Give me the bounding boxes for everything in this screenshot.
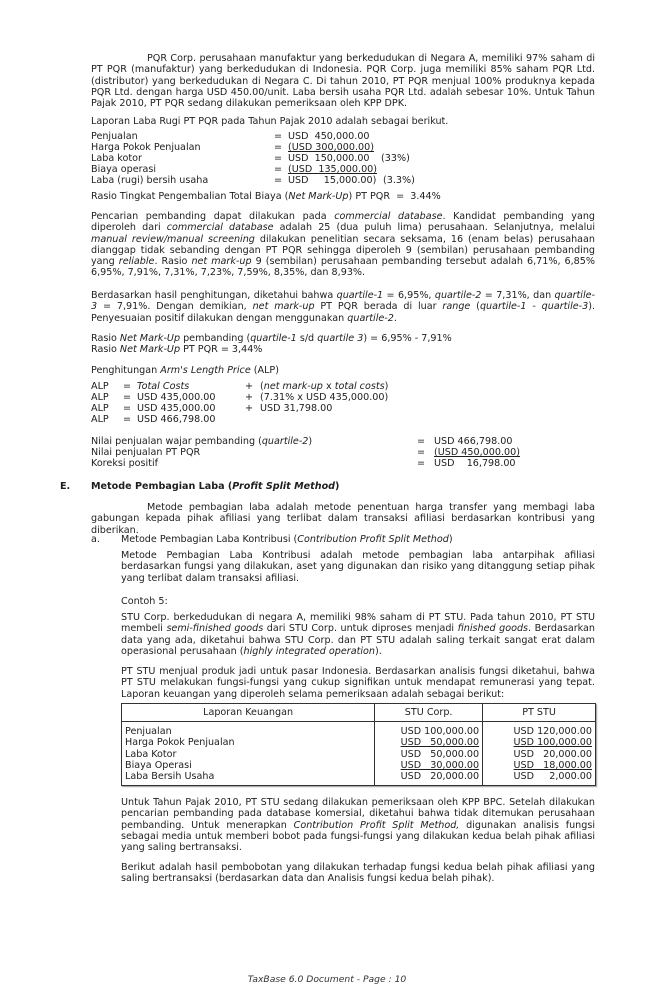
income-note: (33%) bbox=[381, 153, 410, 164]
after-table-paragraph-1: Untuk Tahun Pajak 2010, PT STU sedang dilakukan pemeriksaan oleh KPP BPC. Setelah dilakukan pencarian pembanding pada database komersial, diketahui bahwa tidak ditemukan perusahaan pembanding. Untuk menerapkan Contribution Profit Split Method, digunakan analisis fungsi sebagai media untuk memberi bobot pada fungsi-fungsi yang dilakukan kedua belah pihak afiliasi yang saling bertransaksi. bbox=[121, 797, 595, 854]
equals-sign: = bbox=[274, 131, 283, 142]
income-label: Laba (rugi) bersih usaha bbox=[91, 175, 209, 186]
comparable-ratio-line: Rasio Net Mark-Up pembanding (quartile-1 s/d quartile 3) = 6,95% - 7,91% bbox=[91, 333, 452, 344]
section-title: Metode Pembagian Laba (Profit Split Method) bbox=[91, 481, 340, 492]
equals-sign: = bbox=[274, 153, 283, 164]
example-label: Contoh 5: bbox=[121, 596, 168, 607]
label-cell: Penjualan Harga Pokok Penjualan Laba Kotor Biaya Operasi Laba Bersih Usaha bbox=[122, 722, 375, 786]
column-header: PT STU bbox=[483, 704, 596, 722]
income-note: (3.3%) bbox=[383, 175, 415, 186]
comparable-search-paragraph: Pencarian pembanding dapat dilakukan pada commercial database. Kandidat pembanding yang diperoleh dari commercial database adalah 25 (dua puluh lima) perusahaan. Selanjutnya, melalui manual review/manual screening dilakukan penelitian secara seksama, 16 (enam belas) perusahaan dianggap tidak sebanding dengan PT PQR sehingga diperoleh 9 (sembilan) perusahaan pembanding yang reliable. Rasio net mark-up 9 (sembilan) perusahaan pembanding tersebut adalah 6,71%, 6,85% 6,95%, 7,91%, 7,31%, 7,23%, 7,59%, 8,35%, dan 8,93%. bbox=[91, 211, 596, 279]
column-header: STU Corp. bbox=[375, 704, 483, 722]
section-e-paragraph: Metode pembagian laba adalah metode penentuan harga transfer yang membagi laba gabungan kepada pihak afiliasi yang terlibat dalam transaksi afiliasi berdasarkan kontribusi yang diberikan. bbox=[91, 502, 595, 536]
subsection-paragraph: Metode Pembagian Laba Kontribusi adalah metode pembagian laba antarpihak afiliasi berdasarkan fungsi yang dilakukan, aset yang digunakan dan risiko yang ditanggung setiap pihak yang terlibat dalam transaksi afiliasi. bbox=[121, 550, 595, 584]
net-markup-ratio-line: Rasio Tingkat Pengembalian Total Biaya (Net Mark-Up) PT PQR = 3.44% bbox=[91, 191, 441, 202]
income-value: (USD 300,000.00) bbox=[288, 142, 374, 153]
section-letter: E. bbox=[60, 481, 71, 492]
income-value: USD 150,000.00 bbox=[288, 153, 370, 164]
column-header: Laporan Keuangan bbox=[122, 704, 375, 722]
income-value: (USD 135,000.00) bbox=[288, 164, 378, 175]
intro-paragraph: PQR Corp. perusahaan manufaktur yang berkedudukan di Negara A, memiliki 97% saham di PT PQR (manufaktur) yang berkedudukan di Indonesia. PQR Corp. juga memiliki 85% saham PQR Ltd. (distributor) yang berkedudukan di Negara C. Di tahun 2010, PT PQR menjual 100% produknya kepada PQR Ltd. dengan harga USD 450.00/unit. Laba bersih usaha PQR Ltd. adalah sebesar 10%. Untuk Tahun Pajak 2010, PT PQR sedang dilakukan pemeriksaan oleh KPP DPK. bbox=[91, 53, 595, 110]
equals-sign: = bbox=[274, 175, 283, 186]
income-value: USD 450,000.00 bbox=[288, 131, 370, 142]
after-table-paragraph-2: Berikut adalah hasil pembobotan yang dilakukan terhadap fungsi kedua belah pihak afiliasi yang saling bertransaksi (berdasarkan data dan Analisis fungsi kedua belah pihak). bbox=[121, 862, 595, 885]
income-label: Laba kotor bbox=[91, 153, 142, 164]
document-page: PQR Corp. perusahaan manufaktur yang berkedudukan di Negara A, memiliki 97% saham di PT PQR (manufaktur) yang berkedudukan di Indonesia. PQR Corp. juga memiliki 85% saham PQR Ltd. (distributor) yang berkedudukan di Negara C. Di tahun 2010, PT PQR menjual 100% produknya kepada PQR Ltd. dengan harga USD 450.00/unit. Laba bersih usaha PQR Ltd. adalah sebesar 10%. Untuk Tahun Pajak 2010, PT PQR sedang dilakukan pemeriksaan oleh KPP DPK. Laporan Laba Rugi PT PQR pada Tahun Pajak 2010 adalah sebagai berikut. Penjualan = USD 450,000.00 Harga Pokok Penjualan = (USD 300,000.00) Laba kotor = USD 150,000.00 (33%) Biaya operasi = (USD 135,000.00) Laba (rugi) bersih usaha = USD 15,000.00) (3.3%) Rasio Tingkat Pengembalian Total Biaya (Net Mark-Up) PT PQR = 3.44% Pencarian pembanding dapat dilakukan pada commercial database. Kandidat pembanding yang diperoleh dari commercial database adalah 25 (dua puluh lima) perusahaan. Selanjutnya, melalui manual review/manual screening dilakukan penelitian secara seksama, 16 (enam belas) perusahaan dianggap tidak sebanding dengan PT PQR sehingga diperoleh 9 (sembilan) perusahaan pembanding yang reliable. Rasio net mark-up 9 (sembilan) perusahaan pembanding tersebut adalah 6,71%, 6,85% 6,95%, 7,91%, 7,31%, 7,23%, 7,59%, 8,35%, dan 8,93%. Berdasarkan hasil penghitungan, diketahui bahwa quartile-1 = 6,95%, quartile-2 = 7,31%, dan quartile-3 = 7,91%. Dengan demikian, net mark-up PT PQR berada di luar range (quartile-1 - quartile-3). Penyesuaian positif dilakukan dengan menggunakan quartile-2. Rasio Net Mark-Up pembanding (quartile-1 s/d quartile 3) = 6,95% - 7,91% Rasio Net Mark-Up PT PQR = 3,44% Penghitungan Arm's Length Price (ALP) ALP = Total Costs + (net mark-up x total costs) ALP = USD 435,000.00 + (7.31% x USD 435,000.00) ALP = USD 435,000.00 + USD 31,798.00 ALP = USD 466,798.00 Nilai penjualan wajar pembanding (quartile-2) = USD 466,798.00 Nilai penjualan PT PQR = (USD 450,000.00) Koreksi positif = USD 16,798.00 E. Metode Pembagian Laba (Profit Split Method) Metode pembagian laba adalah metode penentuan harga transfer yang membagi laba gabungan kepada pihak afiliasi yang terlibat dalam transaksi afiliasi berdasarkan kontribusi yang diberikan. a. Metode Pembagian Laba Kontribusi (Contribution Profit Split Method) Metode Pembagian Laba Kontribusi adalah metode pembagian laba antarpihak afiliasi berdasarkan fungsi yang dilakukan, aset yang digunakan dan risiko yang ditanggung setiap pihak yang terlibat dalam transaksi afiliasi. Contoh 5: STU Corp. berkedudukan di negara A, memiliki 98% saham di PT STU. Pada tahun 2010, PT STU membeli semi-finished goods dari STU Corp. untuk diproses menjadi finished goods. Berdasarkan data yang ada, diketahui bahwa STU Corp. dan PT STU adalah saling terkait sangat erat dalam operasional perusahaan (highly integrated operation). PT STU menjual produk jadi untuk pasar Indonesia. Berdasarkan analisis fungsi diketahui, bahwa PT STU melakukan fungsi-fungsi yang cukup signifikan untuk mendapat remunerasi yang tepat. Laporan keuangan yang diperoleh selama pemeriksaan adalah sebagai berikut: Laporan Keuangan STU Corp. PT STU Penjualan Harga Pokok Penjualan Laba Kotor Biaya Operasi Laba Bersih Usaha USD 100,000.00 USD 50,000.00 USD 50,000.00 USD 30,000.00 USD 20,000.00 USD 120,000.00 USD 100,000.00 USD 20,000.00 USD 18,000.00 USD 2,000.00 Untuk Tahun Pajak 2010, PT STU sedang dilakukan pemeriksaan oleh KPP BPC. Setelah dilakukan pencarian pembanding pada database komersial, diketahui bahwa tidak ditemukan perusahaan pembanding. Untuk menerapkan Contribution Profit Split Method, digunakan analisis fungsi sebagai media untuk memberi bobot pada fungsi-fungsi yang dilakukan kedua belah pihak afiliasi yang saling bertransaksi. Berikut adalah hasil pembobotan yang dilakukan terhadap fungsi kedua belah pihak afiliasi yang saling bertransaksi (berdasarkan data dan Analisis fungsi kedua belah pihak). TaxBase 6.0 Document - Page : 10 bbox=[0, 0, 654, 1000]
equals-sign: = bbox=[274, 142, 283, 153]
income-label: Harga Pokok Penjualan bbox=[91, 142, 201, 153]
table-row bbox=[122, 722, 596, 786]
subsection-title: Metode Pembagian Laba Kontribusi (Contribution Profit Split Method) bbox=[121, 534, 453, 545]
equals-sign: = bbox=[274, 164, 283, 175]
example-paragraph-2: PT STU menjual produk jadi untuk pasar Indonesia. Berdasarkan analisis fungsi diketahui, bahwa PT STU melakukan fungsi-fungsi yang cukup signifikan untuk mendapat remunerasi yang tepat. Laporan keuangan yang diperoleh selama pemeriksaan adalah sebagai berikut: bbox=[121, 666, 595, 700]
example-paragraph-1: STU Corp. berkedudukan di negara A, memiliki 98% saham di PT STU. Pada tahun 2010, PT STU membeli semi-finished goods dari STU Corp. untuk diproses menjadi finished goods. Berdasarkan data yang ada, diketahui bahwa STU Corp. dan PT STU adalah saling terkait sangat erat dalam operasional perusahaan (highly integrated operation). bbox=[121, 612, 596, 657]
quartile-paragraph: Berdasarkan hasil penghitungan, diketahui bahwa quartile-1 = 6,95%, quartile-2 = 7,31%, dan quartile-3 = 7,91%. Dengan demikian, net mark-up PT PQR berada di luar range (quartile-1 - quartile-3). Penyesuaian positif dilakukan dengan menggunakan quartile-2. bbox=[91, 290, 596, 324]
table-header-row bbox=[122, 704, 596, 722]
income-label: Penjualan bbox=[91, 131, 138, 142]
income-label: Biaya operasi bbox=[91, 164, 157, 175]
pqr-ratio-line: Rasio Net Mark-Up PT PQR = 3,44% bbox=[91, 344, 263, 355]
subsection-letter: a. bbox=[91, 534, 100, 545]
income-statement-intro: Laporan Laba Rugi PT PQR pada Tahun Pajak 2010 adalah sebagai berikut. bbox=[91, 116, 449, 127]
stu-corp-cell: USD 100,000.00 USD 50,000.00 USD 50,000.00 USD 30,000.00 USD 20,000.00 bbox=[375, 722, 483, 786]
financial-statement-table bbox=[121, 703, 596, 786]
alp-heading: Penghitungan Arm's Length Price (ALP) bbox=[91, 365, 279, 376]
page-footer: TaxBase 6.0 Document - Page : 10 bbox=[247, 974, 407, 985]
pt-stu-cell: USD 120,000.00 USD 100,000.00 USD 20,000.00 USD 18,000.00 USD 2,000.00 bbox=[483, 722, 596, 786]
income-value: USD 15,000.00) bbox=[288, 175, 377, 186]
